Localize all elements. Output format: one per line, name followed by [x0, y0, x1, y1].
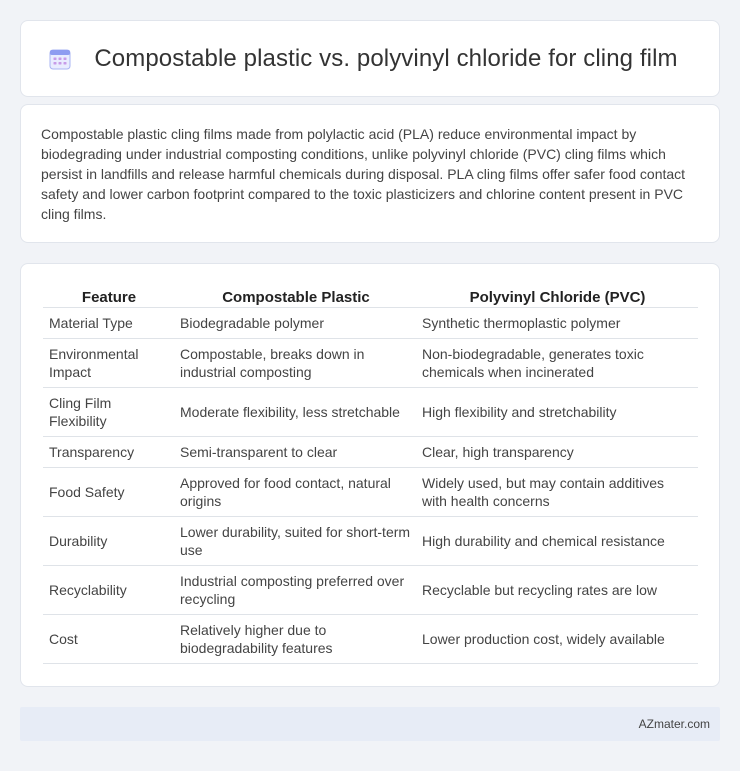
feature-cell: Cling Film Flexibility — [43, 388, 175, 437]
feature-cell: Material Type — [43, 308, 175, 339]
compostable-cell: Relatively higher due to biodegradability features — [175, 615, 417, 664]
table-row — [43, 437, 698, 468]
compostable-cell: Industrial composting preferred over recycling — [175, 566, 417, 615]
table-row — [43, 339, 698, 388]
feature-cell: Recyclability — [43, 566, 175, 615]
compostable-cell: Semi-transparent to clear — [175, 437, 417, 468]
calendar-icon — [48, 47, 72, 71]
footer-brand-link[interactable]: AZmater.com — [638, 717, 710, 731]
column-header-compostable: Compostable Plastic — [175, 286, 417, 308]
feature-cell: Transparency — [43, 437, 175, 468]
table-row — [43, 308, 698, 339]
pvc-cell: Widely used, but may contain additives with health concerns — [417, 468, 698, 517]
page-title: Compostable plastic vs. polyvinyl chloride for cling film — [94, 44, 678, 72]
pvc-cell: High flexibility and stretchability — [417, 388, 698, 437]
column-header-pvc: Polyvinyl Chloride (PVC) — [417, 286, 698, 308]
table-row — [43, 388, 698, 437]
feature-cell: Cost — [43, 615, 175, 664]
footer-bar — [20, 707, 720, 741]
description-text: Compostable plastic cling films made from polylactic acid (PLA) reduce environmental impact by biodegrading under industrial composting conditions, unlike polyvinyl chloride (PVC) cling films which persist in landfills and release harmful chemicals during disposal. PLA cling films offer safer food contact safety and lower carbon footprint compared to the toxic plasticizers and chlorine content present in PVC cling films. — [41, 126, 686, 222]
table-row — [43, 615, 698, 664]
compostable-cell: Moderate flexibility, less stretchable — [175, 388, 417, 437]
feature-cell: Environmental Impact — [43, 339, 175, 388]
comparison-table — [43, 286, 698, 664]
compostable-cell: Compostable, breaks down in industrial composting — [175, 339, 417, 388]
pvc-cell: High durability and chemical resistance — [417, 517, 698, 566]
title-card — [20, 20, 720, 97]
comparison-card — [20, 263, 720, 687]
pvc-cell: Non-biodegradable, generates toxic chemicals when incinerated — [417, 339, 698, 388]
description-card — [20, 104, 720, 243]
pvc-cell: Lower production cost, widely available — [417, 615, 698, 664]
feature-cell: Durability — [43, 517, 175, 566]
table-header-row — [43, 286, 698, 308]
pvc-cell: Recyclable but recycling rates are low — [417, 566, 698, 615]
pvc-cell: Synthetic thermoplastic polymer — [417, 308, 698, 339]
column-header-feature: Feature — [43, 286, 175, 308]
compostable-cell: Lower durability, suited for short-term use — [175, 517, 417, 566]
compostable-cell: Approved for food contact, natural origins — [175, 468, 417, 517]
table-row — [43, 566, 698, 615]
table-row — [43, 517, 698, 566]
compostable-cell: Biodegradable polymer — [175, 308, 417, 339]
feature-cell: Food Safety — [43, 468, 175, 517]
pvc-cell: Clear, high transparency — [417, 437, 698, 468]
table-row — [43, 468, 698, 517]
